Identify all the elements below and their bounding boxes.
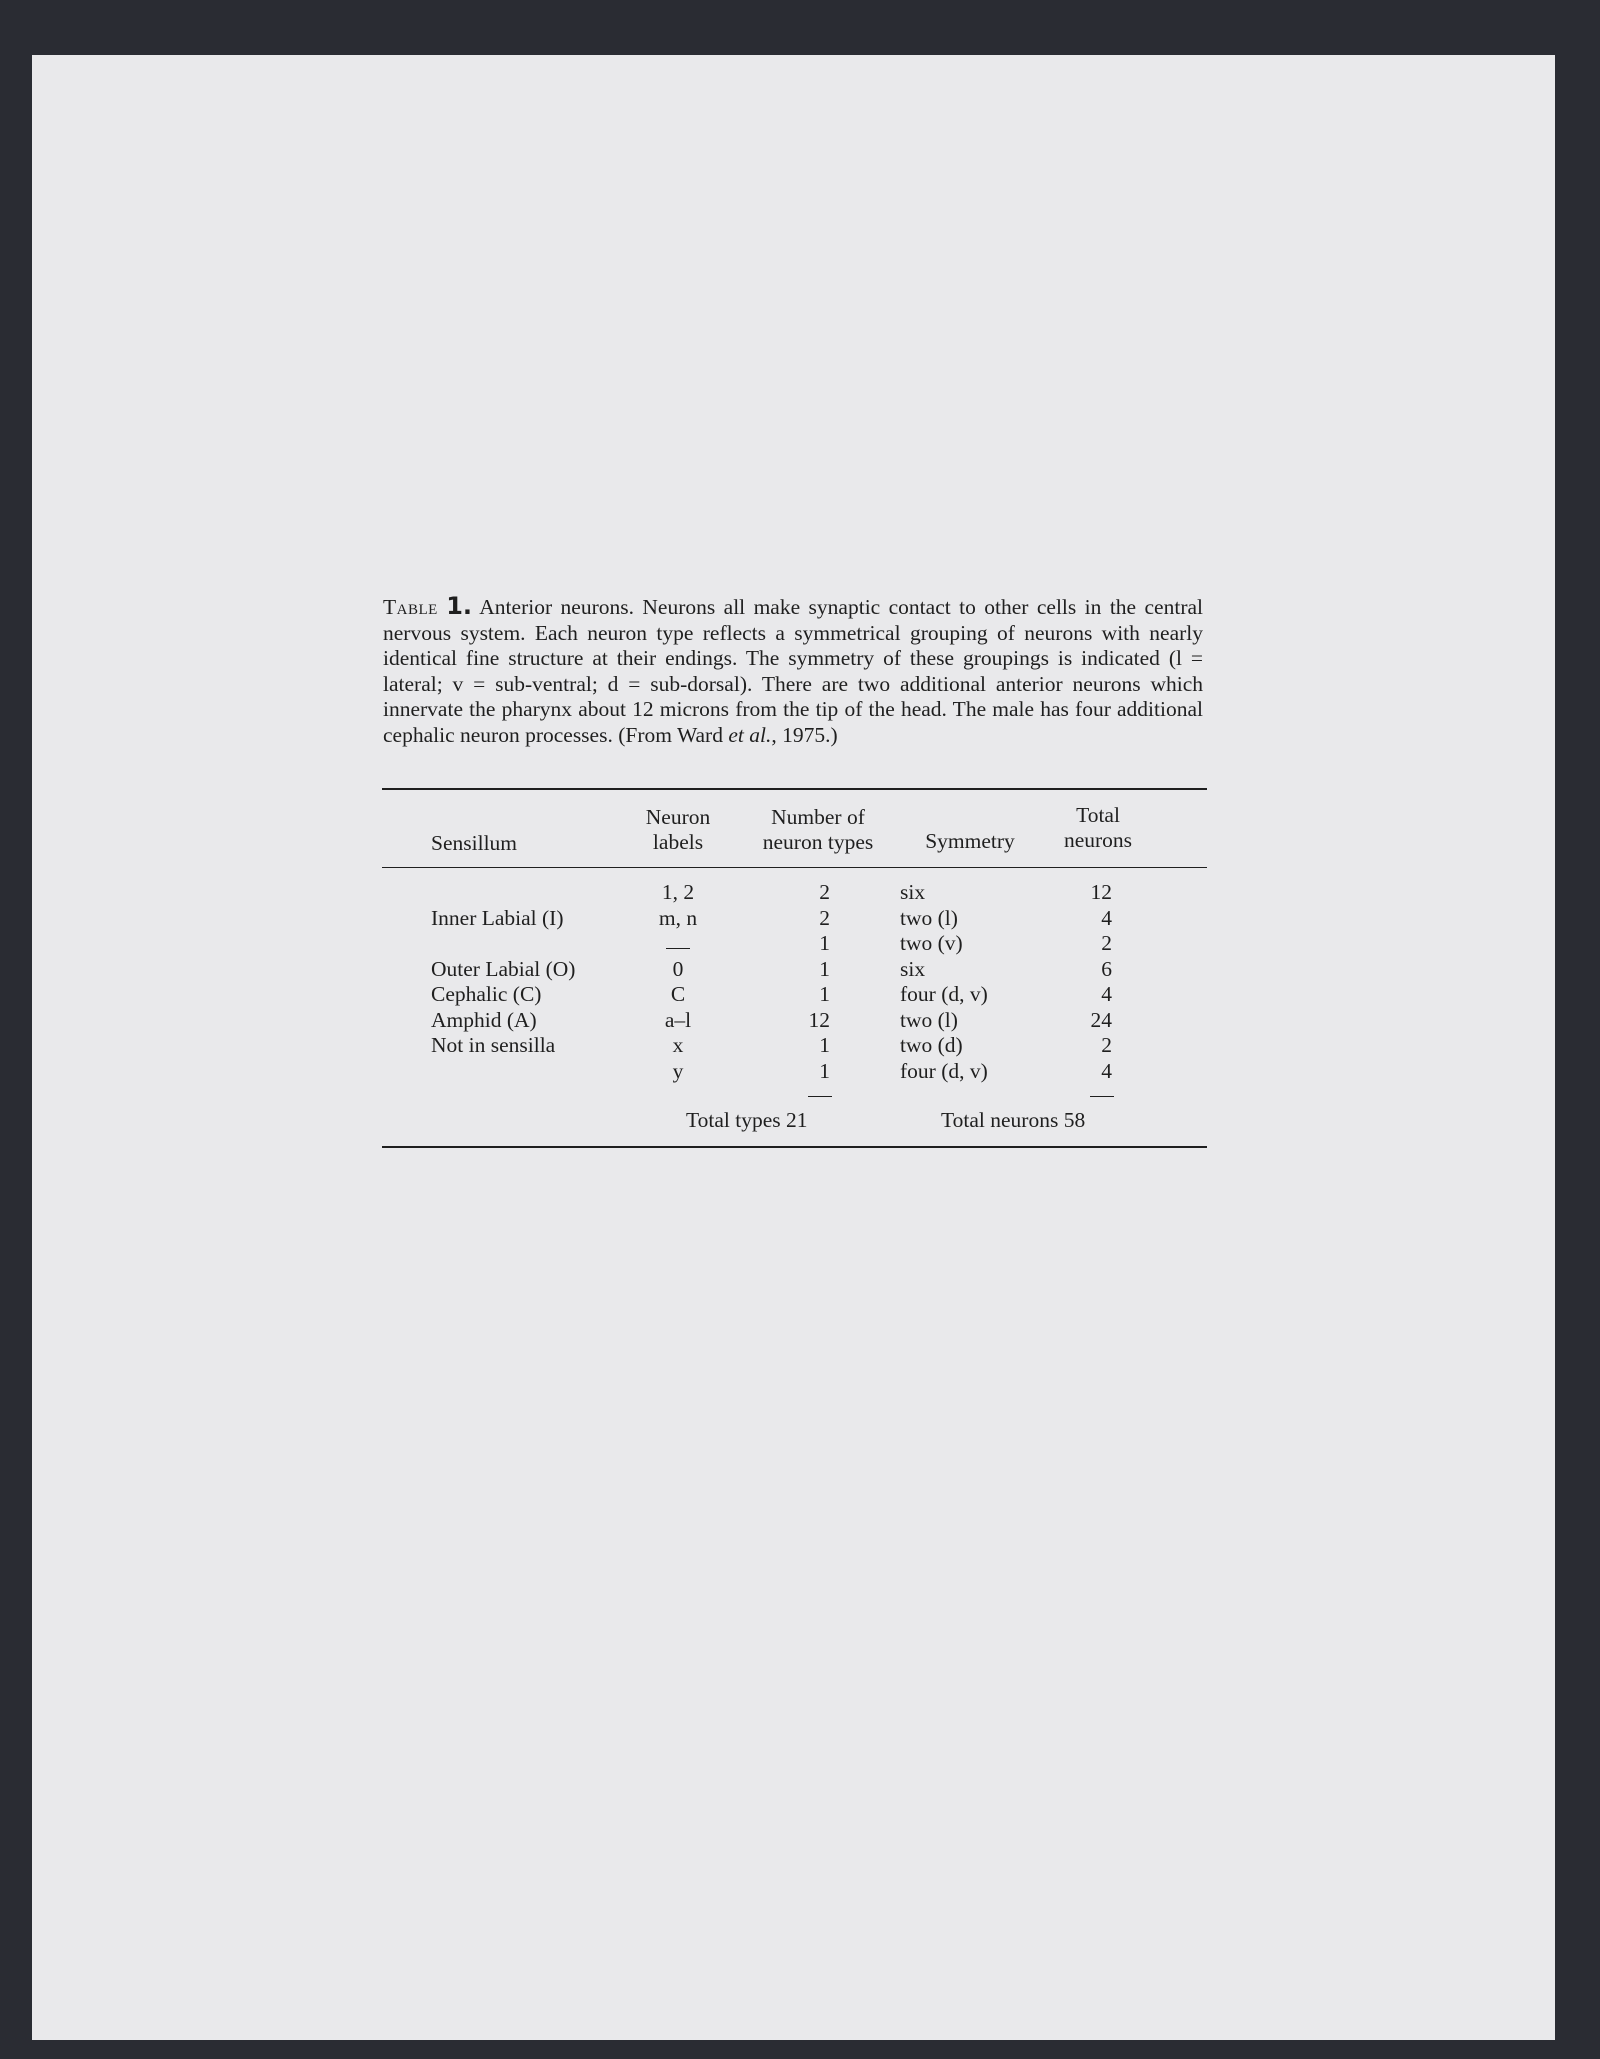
row4-sensillum: Outer Labial (O)	[431, 957, 576, 981]
header-number-of-types-line1: Number of	[771, 805, 865, 829]
row2-sensillum: Inner Labial (I)	[431, 906, 564, 930]
row1-total: 12	[1090, 880, 1112, 904]
row3-total: 2	[1101, 931, 1112, 955]
row4-symmetry: six	[900, 957, 926, 981]
caption-text-end: , 1975.)	[771, 722, 838, 747]
row5-sensillum: Cephalic (C)	[431, 982, 542, 1006]
row4-labels: 0	[672, 957, 684, 981]
caption-italic: et al.	[728, 722, 772, 747]
header-neuron-labels	[618, 805, 738, 855]
table-label: Table	[383, 595, 438, 619]
row5-labels: C	[670, 982, 686, 1006]
total-types: Total types 21	[686, 1108, 808, 1132]
row3-labels-dash	[666, 948, 690, 949]
row7-types: 1	[819, 1033, 830, 1057]
row4-types: 1	[819, 957, 830, 981]
header-neuron-labels-line1: Neuron	[645, 805, 711, 829]
row6-total: 24	[1090, 1008, 1112, 1032]
row7-total: 2	[1101, 1033, 1112, 1057]
header-total-neurons-line1: Total	[1076, 803, 1120, 827]
row5-types: 1	[819, 982, 830, 1006]
row1-symmetry: six	[900, 880, 926, 904]
row8-types: 1	[819, 1059, 830, 1083]
row3-types: 1	[819, 931, 830, 955]
table-bottom-rule	[382, 1146, 1207, 1148]
row6-labels: a–l	[664, 1008, 692, 1032]
row1-types: 2	[819, 880, 830, 904]
table-header-rule	[382, 867, 1207, 868]
header-number-of-types	[743, 805, 893, 855]
header-total-neurons-line2: neurons	[1063, 828, 1133, 852]
row1-labels: 1, 2	[661, 880, 695, 904]
row7-symmetry: two (d)	[900, 1033, 963, 1057]
header-neuron-labels-line2: labels	[652, 830, 704, 854]
row6-symmetry: two (l)	[900, 1008, 958, 1032]
row8-symmetry: four (d, v)	[900, 1059, 988, 1083]
sum-rule-neurons	[1090, 1096, 1114, 1097]
row5-symmetry: four (d, v)	[900, 982, 988, 1006]
row8-labels: y	[672, 1059, 684, 1083]
header-total-neurons	[1048, 803, 1148, 853]
row6-sensillum: Amphid (A)	[431, 1008, 537, 1032]
row2-labels: m, n	[658, 906, 698, 930]
row6-types: 12	[808, 1008, 830, 1032]
table-caption	[383, 594, 1203, 749]
row8-total: 4	[1101, 1059, 1112, 1083]
row2-symmetry: two (l)	[900, 906, 958, 930]
row7-sensillum: Not in sensilla	[431, 1033, 556, 1057]
caption-text: Anterior neurons. Neurons all make synaptic contact to other cells in the central nervous system. Each neuron type reflects a symmetrical grouping of neurons with nearly identical fine structure at their endings. The symmetry of these groupings is indicated (l = lateral; v = sub-ventral; d = sub-dorsal). There are two additional anterior neurons which innervate the pharynx about 12 microns from the tip of the head. The male has four additional cephalic neuron processes. (From Ward	[383, 595, 1204, 747]
row2-types: 2	[819, 906, 830, 930]
row5-total: 4	[1101, 982, 1112, 1006]
total-neurons: Total neurons 58	[941, 1108, 1086, 1132]
row7-labels: x	[672, 1033, 684, 1057]
table-top-rule	[382, 788, 1207, 790]
table-number: 1.	[446, 592, 473, 620]
header-sensillum: Sensillum	[431, 831, 518, 855]
header-number-of-types-line2: neuron types	[762, 830, 874, 854]
sum-rule-types	[808, 1096, 832, 1097]
row2-total: 4	[1101, 906, 1112, 930]
row3-symmetry: two (v)	[900, 931, 963, 955]
header-symmetry: Symmetry	[925, 829, 1015, 853]
row4-total: 6	[1101, 957, 1112, 981]
